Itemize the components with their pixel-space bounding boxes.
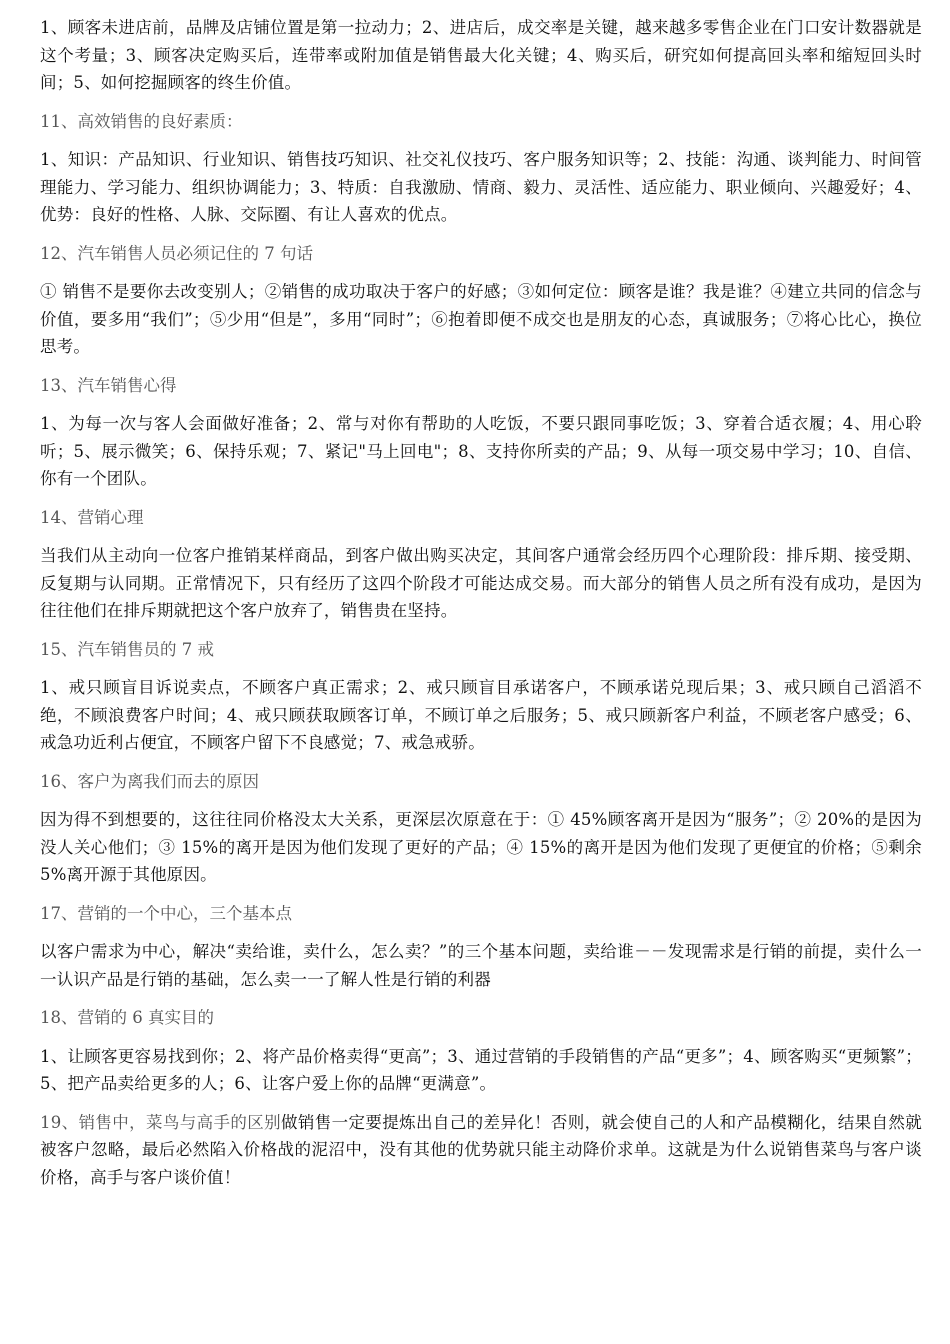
section-18 xyxy=(40,1004,922,1098)
closing-lead-highlight: 菜鸟与高手的区别 xyxy=(145,1112,281,1132)
section-17 xyxy=(40,900,922,994)
closing-lead: 19、销售中， xyxy=(40,1112,146,1132)
section-body: 1、戒只顾盲目诉说卖点，不顾客户真正需求；2、戒只顾盲目承诺客户，不顾承诺兑现后果；3、戒只顾自己滔滔不绝，不顾浪费客户时间；4、戒只顾获取顾客订单，不顾订单之后服务；5、戒只顾新客户利益，不顾老客户感受；6、戒急功近利占便宜，不顾客户留下不良感觉；7、戒急戒骄。 xyxy=(40,678,922,752)
section-11 xyxy=(40,108,922,229)
section-body: 1、知识：产品知识、行业知识、销售技巧知识、社交礼仪技巧、客户服务知识等；2、技能：沟通、谈判能力、时间管理能力、学习能力、组织协调能力；3、特质：自我激励、情商、毅力、灵活性、适应能力、职业倾向、兴趣爱好；4、优势：良好的性格、人脉、交际圈、有让人喜欢的优点。 xyxy=(40,150,922,224)
section-heading: 17、营销的一个中心，三个基本点 xyxy=(40,903,292,923)
intro-paragraph: 1、顾客未进店前，品牌及店铺位置是第一拉动力；2、进店后，成交率是关键，越来越多零售企业在门口安计数器就是这个考量；3、顾客决定购买后，连带率或附加值是销售最大化关键；4、购买后，研究如何提高回头率和缩短回头时间；5、如何挖掘顾客的终生价值。 xyxy=(40,18,922,92)
section-body: 当我们从主动向一位客户推销某样商品，到客户做出购买决定，其间客户通常会经历四个心理阶段：排斥期、接受期、反复期与认同期。正常情况下，只有经历了这四个阶段才可能达成交易。而大部分的销售人员之所有没有成功，是因为往往他们在排斥期就把这个客户放弃了，销售贵在坚持。 xyxy=(40,546,922,620)
section-heading: 15、汽车销售员的 7 戒 xyxy=(40,639,214,659)
section-12 xyxy=(40,240,922,361)
section-body: 1、为每一次与客人会面做好准备；2、常与对你有帮助的人吃饭，不要只跟同事吃饭；3、穿着合适衣履；4、用心聆听；5、展示微笑；6、保持乐观；7、紧记"马上回电"；8、支持你所卖的产品；9、从每一项交易中学习；10、自信、你有一个团队。 xyxy=(40,414,922,488)
section-body: ① 销售不是要你去改变别人；②销售的成功取决于客户的好感；③如何定位：顾客是谁？我是谁？④建立共同的信念与价值，要多用“我们”；⑤少用“但是”，多用“同时”；⑥抱着即便不成交也是朋友的心态，真诚服务；⑦将心比心，换位思考。 xyxy=(40,282,922,356)
section-heading: 11、高效销售的良好素质： xyxy=(40,111,243,131)
closing-text: 做销售一定要提炼出自己的差异化！否则，就会使自己的人和产品模糊化，结果自然就被客户忽略，最后必然陷入价格战的泥沼中，没有其他的优势就只能主动降价求单。这就是为什么说销售菜鸟与客户谈价格，高手与客户谈价值！ xyxy=(40,1112,922,1187)
section-heading: 13、汽车销售心得 xyxy=(40,375,177,395)
section-13 xyxy=(40,372,922,493)
section-heading: 12、汽车销售人员必须记住的 7 句话 xyxy=(40,243,313,263)
section-body: 以客户需求为中心，解决“卖给谁，卖什么，怎么卖？”的三个基本问题，卖给谁－－发现需求是行销的前提，卖什么一一认识产品是行销的基础，怎么卖一一了解人性是行销的利器 xyxy=(40,942,922,989)
section-15 xyxy=(40,636,922,757)
section-heading: 14、营销心理 xyxy=(40,507,144,527)
section-14 xyxy=(40,504,922,625)
section-heading: 16、客户为离我们而去的原因 xyxy=(40,771,259,791)
closing-paragraph xyxy=(40,1109,922,1192)
section-16 xyxy=(40,768,922,889)
section-body: 1、让顾客更容易找到你；2、将产品价格卖得“更高”；3、通过营销的手段销售的产品“更多”；4、顾客购买“更频繁”；5、把产品卖给更多的人；6、让客户爱上你的品牌“更满意”。 xyxy=(40,1046,922,1093)
section-body: 因为得不到想要的，这往往同价格没太大关系，更深层次原意在于：① 45%顾客离开是因为“服务”；② 20%的是因为没人关心他们；③ 15%的离开是因为他们发现了更好的产品；④ 15%的离开是因为他们发现了更便宜的价格；⑤剩余 5%离开源于其他原因。 xyxy=(40,810,922,884)
section-heading: 18、营销的 6 真实目的 xyxy=(40,1008,214,1027)
